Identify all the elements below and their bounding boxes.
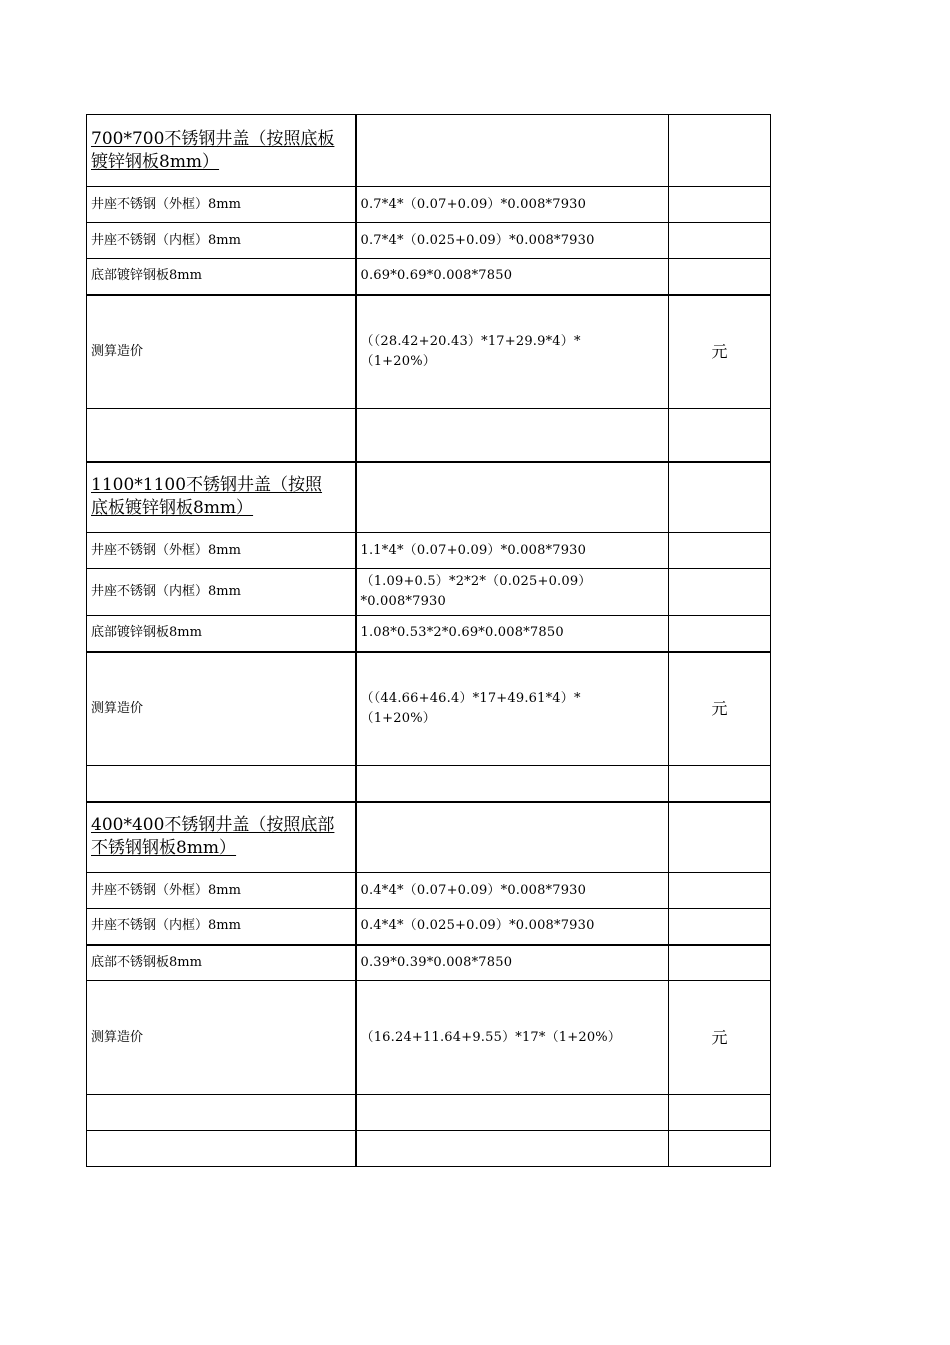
empty-cell[interactable] [87, 1095, 356, 1131]
empty-cell[interactable] [669, 766, 771, 802]
empty-cell[interactable] [669, 802, 771, 873]
table-row [87, 909, 771, 945]
empty-cell[interactable] [669, 1095, 771, 1131]
empty-cell[interactable] [669, 873, 771, 909]
formula-cell[interactable]: 0.39*0.39*0.008*7850 [356, 945, 669, 981]
cost-estimate-sheet [86, 114, 771, 1167]
section-title-row [87, 115, 771, 187]
table-row [87, 569, 771, 616]
table-row [87, 187, 771, 223]
empty-cell[interactable] [669, 462, 771, 533]
empty-cell[interactable] [356, 462, 669, 533]
item-cell[interactable]: 底部镀锌钢板8mm [87, 259, 356, 295]
blank-row [87, 766, 771, 802]
empty-cell[interactable] [356, 766, 669, 802]
empty-cell[interactable] [87, 409, 356, 462]
empty-cell[interactable] [87, 766, 356, 802]
empty-cell[interactable] [356, 1095, 669, 1131]
unit-cell[interactable]: 元 [669, 652, 771, 766]
section-title: 1100*1100不锈钢井盖（按照底板镀锌钢板8mm） [91, 475, 323, 519]
table-row [87, 259, 771, 295]
item-cell[interactable]: 井座不锈钢（内框）8mm [87, 569, 356, 616]
formula-cell[interactable]: 0.7*4*（0.025+0.09）*0.008*7930 [356, 223, 669, 259]
empty-cell[interactable] [669, 533, 771, 569]
section-title: 400*400不锈钢井盖（按照底部不锈钢钢板8mm） [91, 815, 335, 859]
item-cell[interactable]: 井座不锈钢（外框）8mm [87, 873, 356, 909]
section-title-cell[interactable] [87, 802, 356, 873]
estimate-formula-cell[interactable]: （16.24+11.64+9.55）*17*（1+20%） [356, 981, 669, 1095]
empty-cell[interactable] [356, 115, 669, 187]
section-title-cell[interactable] [87, 115, 356, 187]
formula-cell[interactable]: 1.1*4*（0.07+0.09）*0.008*7930 [356, 533, 669, 569]
empty-cell[interactable] [669, 945, 771, 981]
item-cell[interactable]: 井座不锈钢（外框）8mm [87, 187, 356, 223]
estimate-label-cell[interactable]: 测算造价 [87, 981, 356, 1095]
table-row [87, 945, 771, 981]
blank-row [87, 1095, 771, 1131]
blank-row [87, 409, 771, 462]
empty-cell[interactable] [356, 802, 669, 873]
formula-cell[interactable]: 1.08*0.53*2*0.69*0.008*7850 [356, 616, 669, 652]
estimate-label-cell[interactable]: 测算造价 [87, 295, 356, 409]
empty-cell[interactable] [669, 1131, 771, 1167]
item-cell[interactable]: 井座不锈钢（内框）8mm [87, 223, 356, 259]
estimate-row [87, 981, 771, 1095]
empty-cell[interactable] [356, 1131, 669, 1167]
empty-cell[interactable] [87, 1131, 356, 1167]
empty-cell[interactable] [669, 616, 771, 652]
empty-cell[interactable] [669, 569, 771, 616]
table-row [87, 873, 771, 909]
empty-cell[interactable] [669, 259, 771, 295]
item-cell[interactable]: 井座不锈钢（内框）8mm [87, 909, 356, 945]
formula-cell[interactable]: 0.4*4*（0.07+0.09）*0.008*7930 [356, 873, 669, 909]
estimate-row [87, 295, 771, 409]
empty-cell[interactable] [669, 115, 771, 187]
section-title-cell[interactable] [87, 462, 356, 533]
estimate-label-cell[interactable]: 测算造价 [87, 652, 356, 766]
formula-cell[interactable]: （1.09+0.5）*2*2*（0.025+0.09）*0.008*7930 [356, 569, 669, 616]
empty-cell[interactable] [669, 409, 771, 462]
empty-cell[interactable] [669, 223, 771, 259]
estimate-formula-cell[interactable]: （（44.66+46.4）*17+49.61*4）*（1+20%） [356, 652, 669, 766]
empty-cell[interactable] [669, 909, 771, 945]
formula-cell[interactable]: 0.7*4*（0.07+0.09）*0.008*7930 [356, 187, 669, 223]
formula-cell[interactable]: 0.69*0.69*0.008*7850 [356, 259, 669, 295]
item-cell[interactable]: 井座不锈钢（外框）8mm [87, 533, 356, 569]
table-row [87, 616, 771, 652]
table-row [87, 223, 771, 259]
section-title: 700*700不锈钢井盖（按照底板镀锌钢板8mm） [91, 128, 335, 172]
section-title-row [87, 462, 771, 533]
empty-cell[interactable] [356, 409, 669, 462]
empty-cell[interactable] [669, 187, 771, 223]
unit-cell[interactable]: 元 [669, 295, 771, 409]
unit-cell[interactable]: 元 [669, 981, 771, 1095]
item-cell[interactable]: 底部镀锌钢板8mm [87, 616, 356, 652]
section-title-row [87, 802, 771, 873]
estimate-row [87, 652, 771, 766]
estimate-formula-cell[interactable]: （（28.42+20.43）*17+29.9*4）*（1+20%） [356, 295, 669, 409]
formula-cell[interactable]: 0.4*4*（0.025+0.09）*0.008*7930 [356, 909, 669, 945]
table-row [87, 533, 771, 569]
blank-row [87, 1131, 771, 1167]
item-cell[interactable]: 底部不锈钢板8mm [87, 945, 356, 981]
